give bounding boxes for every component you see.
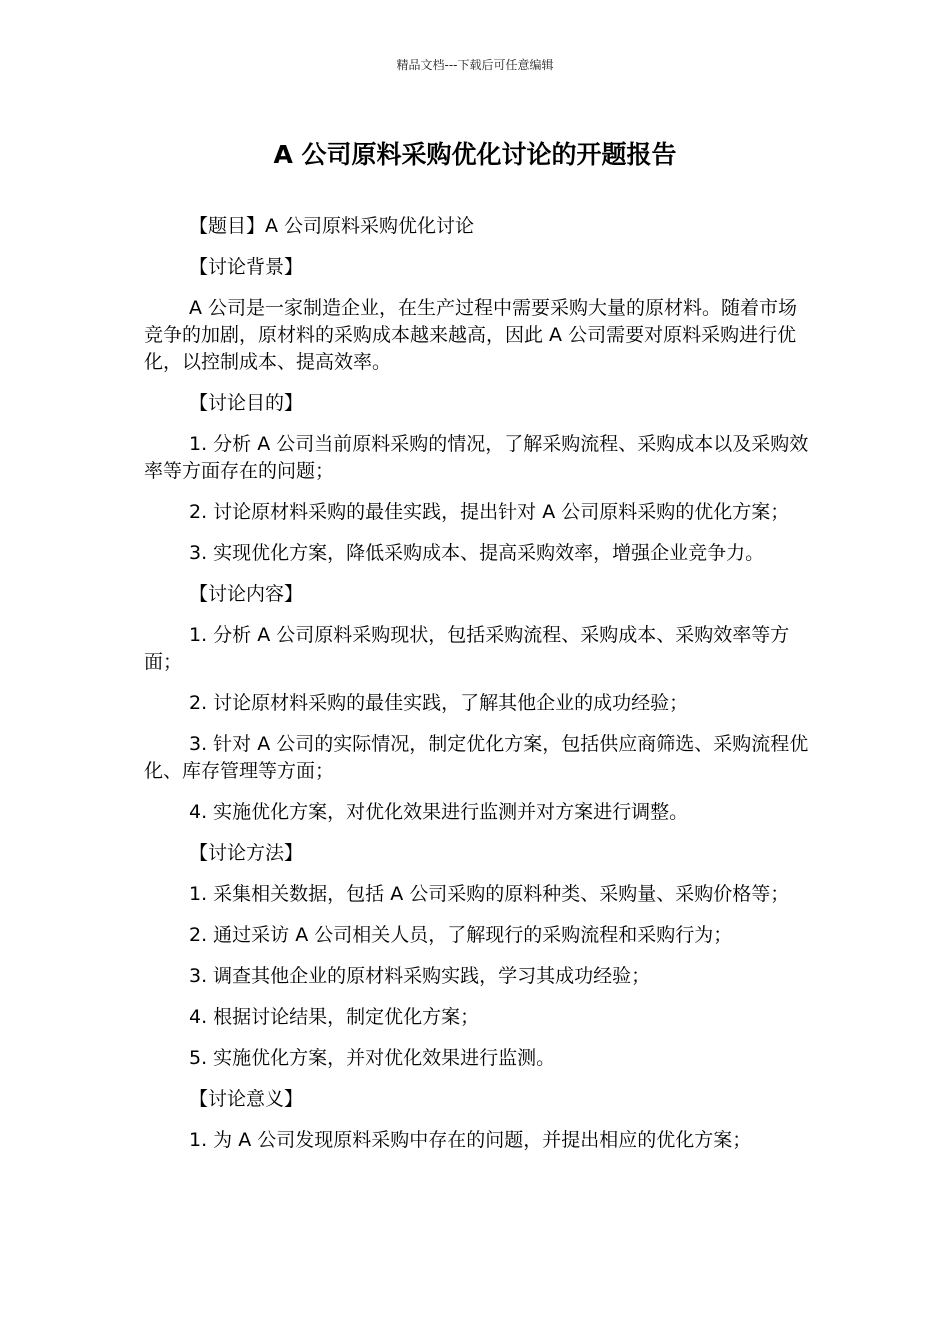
content-item-2: 2. 讨论原材料采购的最佳实践，了解其他企业的成功经验；: [189, 692, 689, 714]
page-header-note: 精品文档---下载后可任意编辑: [396, 58, 554, 72]
content-item-3: 3. 针对 A 公司的实际情况，制定优化方案，包括供应商筛选、采购流程优化、库存管理等方面；: [144, 733, 809, 782]
method-item-2: 2. 通过采访 A 公司相关人员，了解现行的采购流程和采购行为；: [189, 924, 733, 946]
significance-item-1: 1. 为 A 公司发现原料采购中存在的问题，并提出相应的优化方案；: [189, 1129, 752, 1151]
section-heading-purpose: 【讨论目的】: [189, 392, 304, 414]
purpose-item-1: 1. 分析 A 公司当前原料采购的情况，了解采购流程、采购成本以及采购效率等方面存在的问题；: [144, 433, 809, 482]
document-title: A 公司原料采购优化讨论的开题报告: [273, 140, 677, 169]
section-topic: 【题目】A 公司原料采购优化讨论: [189, 215, 475, 237]
content-item-1: 1. 分析 A 公司原料采购现状，包括采购流程、采购成本、采购效率等方面；: [144, 624, 790, 673]
content-item-4: 4. 实施优化方案，对优化效果进行监测并对方案进行调整。: [189, 801, 689, 823]
section-heading-background: 【讨论背景】: [189, 256, 304, 278]
section-heading-significance: 【讨论意义】: [189, 1088, 304, 1110]
section-heading-content: 【讨论内容】: [189, 583, 304, 605]
section-heading-method: 【讨论方法】: [189, 842, 304, 864]
method-item-4: 4. 根据讨论结果，制定优化方案；: [189, 1006, 480, 1028]
document-body: [144, 213, 810, 1168]
background-paragraph: A 公司是一家制造企业，在生产过程中需要采购大量的原材料。随着市场竞争的加剧，原材料的采购成本越来越高，因此 A 公司需要对原料采购进行优化，以控制成本、提高效率。: [144, 297, 798, 373]
purpose-item-3: 3. 实现优化方案，降低采购成本、提高采购效率，增强企业竞争力。: [189, 542, 765, 564]
purpose-item-2: 2. 讨论原材料采购的最佳实践，提出针对 A 公司原料采购的优化方案；: [189, 501, 790, 523]
method-item-3: 3. 调查其他企业的原材料采购实践，学习其成功经验；: [189, 965, 651, 987]
method-item-1: 1. 采集相关数据，包括 A 公司采购的原料种类、采购量、采购价格等；: [189, 883, 790, 905]
method-item-5: 5. 实施优化方案，并对优化效果进行监测。: [189, 1047, 556, 1069]
